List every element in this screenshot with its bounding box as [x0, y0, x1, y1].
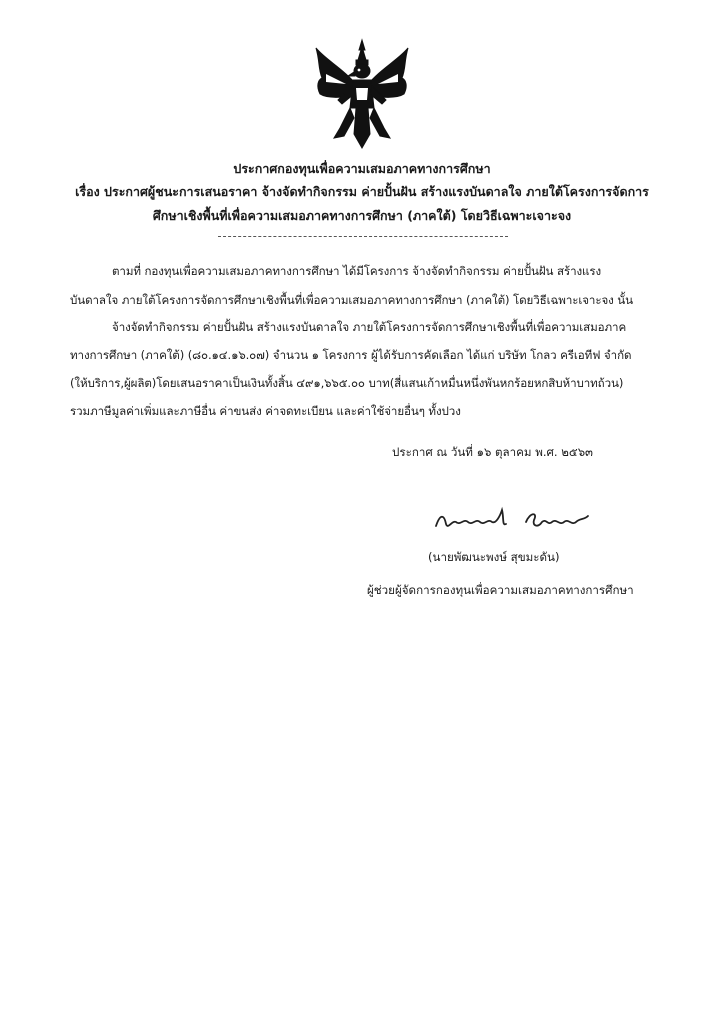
- handwritten-signature-icon: [430, 500, 600, 540]
- announcement-subject-line-2: ศึกษาเชิงพื้นที่เพื่อความเสมอภาคทางการศึกษา (ภาคใต้) โดยวิธีเฉพาะเจาะจง: [152, 208, 572, 223]
- divider: [218, 236, 508, 237]
- paragraph-2-line-4: รวมภาษีมูลค่าเพิ่มและภาษีอื่น ค่าขนส่ง ค่าจดทะเบียน และค่าใช้จ่ายอื่นๆ ทั้งปวง: [70, 404, 461, 418]
- paragraph-2-line-1: จ้างจัดทำกิจกรรม ค่ายปั้นฝัน สร้างแรงบันดาลใจ ภายใต้โครงการจัดการศึกษาเชิงพื้นที่เพื่อความเสมอภาค: [112, 320, 627, 334]
- signer-position: ผู้ช่วยผู้จัดการกองทุนเพื่อความเสมอภาคทางการศึกษา: [367, 583, 634, 597]
- paragraph-1-line-1: ตามที่ กองทุนเพื่อความเสมอภาคทางการศึกษา ได้มีโครงการ จ้างจัดทำกิจกรรม ค่ายปั้นฝัน สร้างแรง: [112, 264, 602, 278]
- announcement-title: ประกาศกองทุนเพื่อความเสมอภาคทางการศึกษา: [233, 161, 491, 176]
- paragraph-2-line-2: ทางการศึกษา (ภาคใต้) (๘๐.๑๔.๑๖.๐๗) จำนวน ๑ โครงการ ผู้ได้รับการคัดเลือก ได้แก่ บริษัท โกลว ครีเอทีฟ จำกัด: [70, 348, 632, 362]
- garuda-emblem-icon: [312, 38, 412, 150]
- signer-name: (นายพัฒนะพงษ์ สุขมะดัน): [428, 550, 560, 564]
- paragraph-1-line-2: บันดาลใจ ภายใต้โครงการจัดการศึกษาเชิงพื้นที่เพื่อความเสมอภาคทางการศึกษา (ภาคใต้) โดยวิธีเฉพาะเจาะจง นั้น: [70, 293, 633, 307]
- paragraph-2-line-3: (ให้บริการ,ผู้ผลิต)โดยเสนอราคาเป็นเงินทั้งสิ้น ๔๙๑,๖๖๕.๐๐ บาท(สี่แสนเก้าหมื่นหนึ่งพันหกร้อยหกสิบห้าบาทถ้วน): [70, 376, 624, 390]
- announcement-date: ประกาศ ณ วันที่ ๑๖ ตุลาคม พ.ศ. ๒๕๖๓: [392, 445, 593, 459]
- announcement-subject-line-1: เรื่อง ประกาศผู้ชนะการเสนอราคา จ้างจัดทำกิจกรรม ค่ายปั้นฝัน สร้างแรงบันดาลใจ ภายใต้โครงการจัดการ: [75, 184, 649, 199]
